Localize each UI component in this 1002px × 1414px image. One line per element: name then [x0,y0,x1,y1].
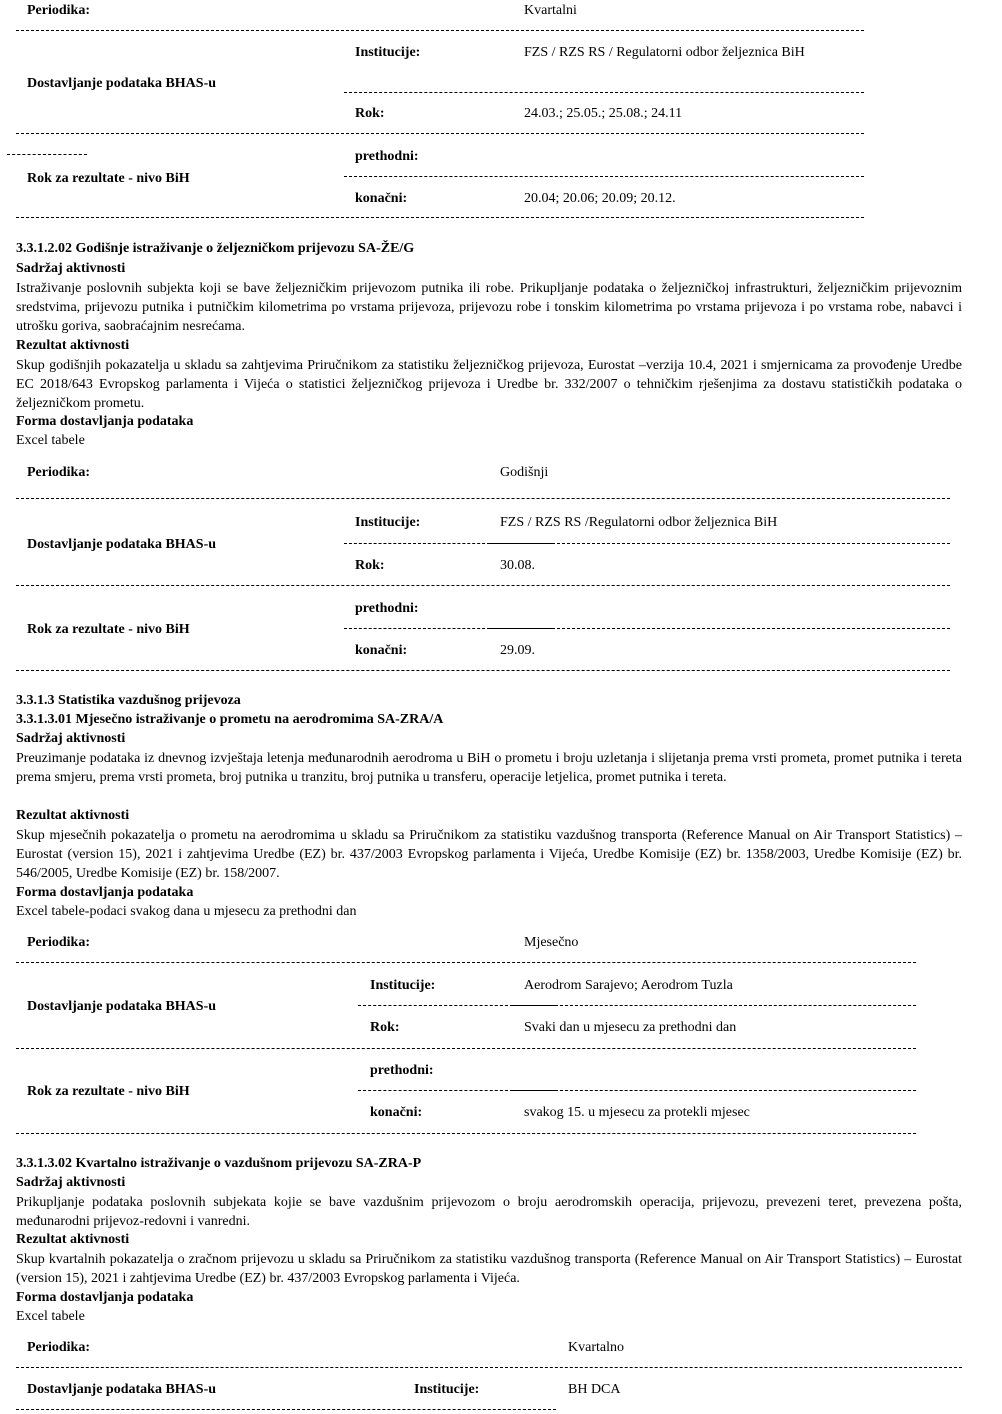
prethodni-label: prethodni: [355,601,419,616]
konacni-label: konačni: [355,643,408,658]
table-divider [552,543,950,544]
sadrzaj-heading: Sadržaj aktivnosti [16,261,126,276]
rok-label: Rok: [355,558,385,573]
periodika-label: Periodika: [27,1340,90,1355]
sadrzaj-text: Istraživanje poslovnih subjekta koji se bave željezničkim prijevozom putnika ili robe. Prikupljanje podataka o željezničkoj infrastrukturi, željezničkim prijevoznim sredstvima, prijevozu putnika i putničkim kilometrima po vrstama prijevoza, prijevozu robe i tonskim kilometrima po vrstama prijevoza i po vrstama robe, nabavci i utrošku goriva, saobraćajnim nesrećama. [16,281,962,334]
table-divider [16,1367,962,1368]
table-divider [16,1048,916,1049]
forma-text: Excel tabele [16,1309,85,1324]
sadrzaj-text: Preuzimanje podataka iz dnevnog izvještaja letenja međunarodnih aerodroma u BiH o prometu i broju uzletanja i slijetanja prema vrsti prometa, promet putnika i tereta prema smjeru, prema vrsti prometa, broj putnika u tranzitu, broj putnika u transferu, operacije letjelica, promet putnika i tereta. [16,751,962,785]
periodika-label: Periodika: [27,3,90,18]
prethodni-label: prethodni: [370,1063,434,1078]
rezultati-label: Rok za rezultate - nivo BiH [27,1084,190,1099]
dostavljanje-label: Dostavljanje podataka BHAS-u [27,76,217,91]
table-divider [16,1133,916,1134]
table-divider [16,585,950,586]
periodika-label: Periodika: [27,935,90,950]
table-divider [16,217,864,218]
dostavljanje-label: Dostavljanje podataka BHAS-u [27,1382,217,1397]
rezultati-label: Rok za rezultate - nivo BiH [27,171,190,186]
periodika-label: Periodika: [27,465,90,480]
konacni-label: konačni: [355,191,408,206]
table-divider [358,1090,513,1091]
sadrzaj-text: Prikupljanje podataka poslovnih subjekata kojie se bave vazdušnim prijevozom o broju aerodromskih operacija, prijevozu, prevezeni teret, prevezena pošta, međunarodni prijevoz-redovni i vanredni. [16,1195,962,1229]
institucije-label: Institucije: [355,45,421,60]
institucije-value: FZS / RZS RS / Regulatorni odbor željeznica BiH [524,45,805,60]
prethodni-label: prethodni: [355,149,419,164]
institucije-value: Aerodrom Sarajevo; Aerodrom Tuzla [524,978,733,993]
periodika-value: Kvartalni [524,3,577,18]
forma-heading: Forma dostavljanja podataka [16,414,194,429]
rezultat-heading: Rezultat aktivnosti [16,808,130,823]
table-divider [344,92,864,93]
table-divider [358,1005,513,1006]
konacni-value: 29.09. [500,643,535,658]
section-title: 3.3.1.3.01 Mjesečno istraživanje o prometu na aerodromima SA-ZRA/A [16,712,444,727]
periodika-value: Kvartalno [568,1340,624,1355]
konacni-value: svakog 15. u mjesecu za protekli mjesec [524,1105,750,1120]
institucije-value: BH DCA [568,1382,621,1397]
rezultat-text: Skup kvartalnih pokazatelja o zračnom prijevozu u skladu sa Priručnikom za statistiku vazdušnog transporta (Reference Manual on Air Transport Statistics) – Eurostat (version 15), 2021 i zahtjevima Uredbe (EZ) br. 437/2003 Evropskog parlamenta i Vijeća. [16,1252,962,1286]
chapter-title: 3.3.1.3 Statistika vazdušnog prijevoza [16,693,241,708]
table-divider [490,543,552,544]
table-divider [513,1005,555,1006]
forma-heading: Forma dostavljanja podataka [16,1290,194,1305]
table-divider [16,962,916,963]
institucije-value: FZS / RZS RS /Regulatorni odbor željeznica BiH [500,515,778,530]
rok-label: Rok: [355,106,385,121]
table-divider [16,670,950,671]
rezultat-text: Skup godišnjih pokazatelja u skladu sa zahtjevima Priručnikom za statistiku željezničkog prijevoza, Eurostat –verzija 10.4, 2021 i smjernicama za provođenje Uredbe EC 2018/643 Evropskog parlamenta i Vijeća o statistici željezničkog prijevoza i Uredbe br. 332/2007 o tehničkim rješenjima za dostavu statističkih podataka o željezničkom prometu. [16,358,962,411]
forma-text: Excel tabele [16,433,85,448]
rezultati-label: Rok za rezultate - nivo BiH [27,622,190,637]
rok-value: 24.03.; 25.05.; 25.08.; 24.11 [524,106,683,121]
table-divider [552,628,950,629]
periodika-value: Mjesečno [524,935,579,950]
table-divider [555,1005,916,1006]
table-divider [16,498,950,499]
institucije-label: Institucije: [355,515,421,530]
institucije-label: Institucije: [370,978,436,993]
sadrzaj-heading: Sadržaj aktivnosti [16,731,126,746]
institucije-label: Institucije: [414,1382,480,1397]
dostavljanje-label: Dostavljanje podataka BHAS-u [27,999,217,1014]
table-divider [16,30,864,31]
table-divider [16,1409,556,1410]
section-title: 3.3.1.2.02 Godišnje istraživanje o željezničkom prijevozu SA-ŽE/G [16,241,415,256]
table-divider [344,543,490,544]
table-divider [344,628,490,629]
dostavljanje-label: Dostavljanje podataka BHAS-u [27,537,217,552]
rezultat-heading: Rezultat aktivnosti [16,1232,130,1247]
rezultat-text: Skup mjesečnih pokazatelja o prometu na aerodromima u skladu sa Priručnikom za statistiku vazdušnog transporta (Reference Manual on Air Transport Statistics) – Eurostat (version 15), 2021 i zahtjevima Uredbe (EZ) br. 437/2003 Evropskog parlamenta i Vijeća, Uredbe Komisije (EZ) br. 1358/2003, Uredbe Komisije (EZ) br. 546/2005, Uredbe Komisije (EZ) br. 158/2007. [16,828,962,881]
table-divider [7,154,87,155]
rezultat-heading: Rezultat aktivnosti [16,338,130,353]
forma-text: Excel tabele-podaci svakog dana u mjesecu za prethodni dan [16,904,357,919]
konacni-value: 20.04; 20.06; 20.09; 20.12. [524,191,676,206]
table-divider [16,133,864,134]
table-divider [513,1090,555,1091]
rok-value: 30.08. [500,558,535,573]
forma-heading: Forma dostavljanja podataka [16,885,194,900]
table-divider [344,176,864,177]
table-divider [490,628,552,629]
rok-label: Rok: [370,1020,400,1035]
table-divider [555,1090,916,1091]
section-title: 3.3.1.3.02 Kvartalno istraživanje o vazdušnom prijevozu SA-ZRA-P [16,1156,422,1171]
sadrzaj-heading: Sadržaj aktivnosti [16,1175,126,1190]
periodika-value: Godišnji [500,465,549,480]
rok-value: Svaki dan u mjesecu za prethodni dan [524,1020,737,1035]
konacni-label: konačni: [370,1105,423,1120]
